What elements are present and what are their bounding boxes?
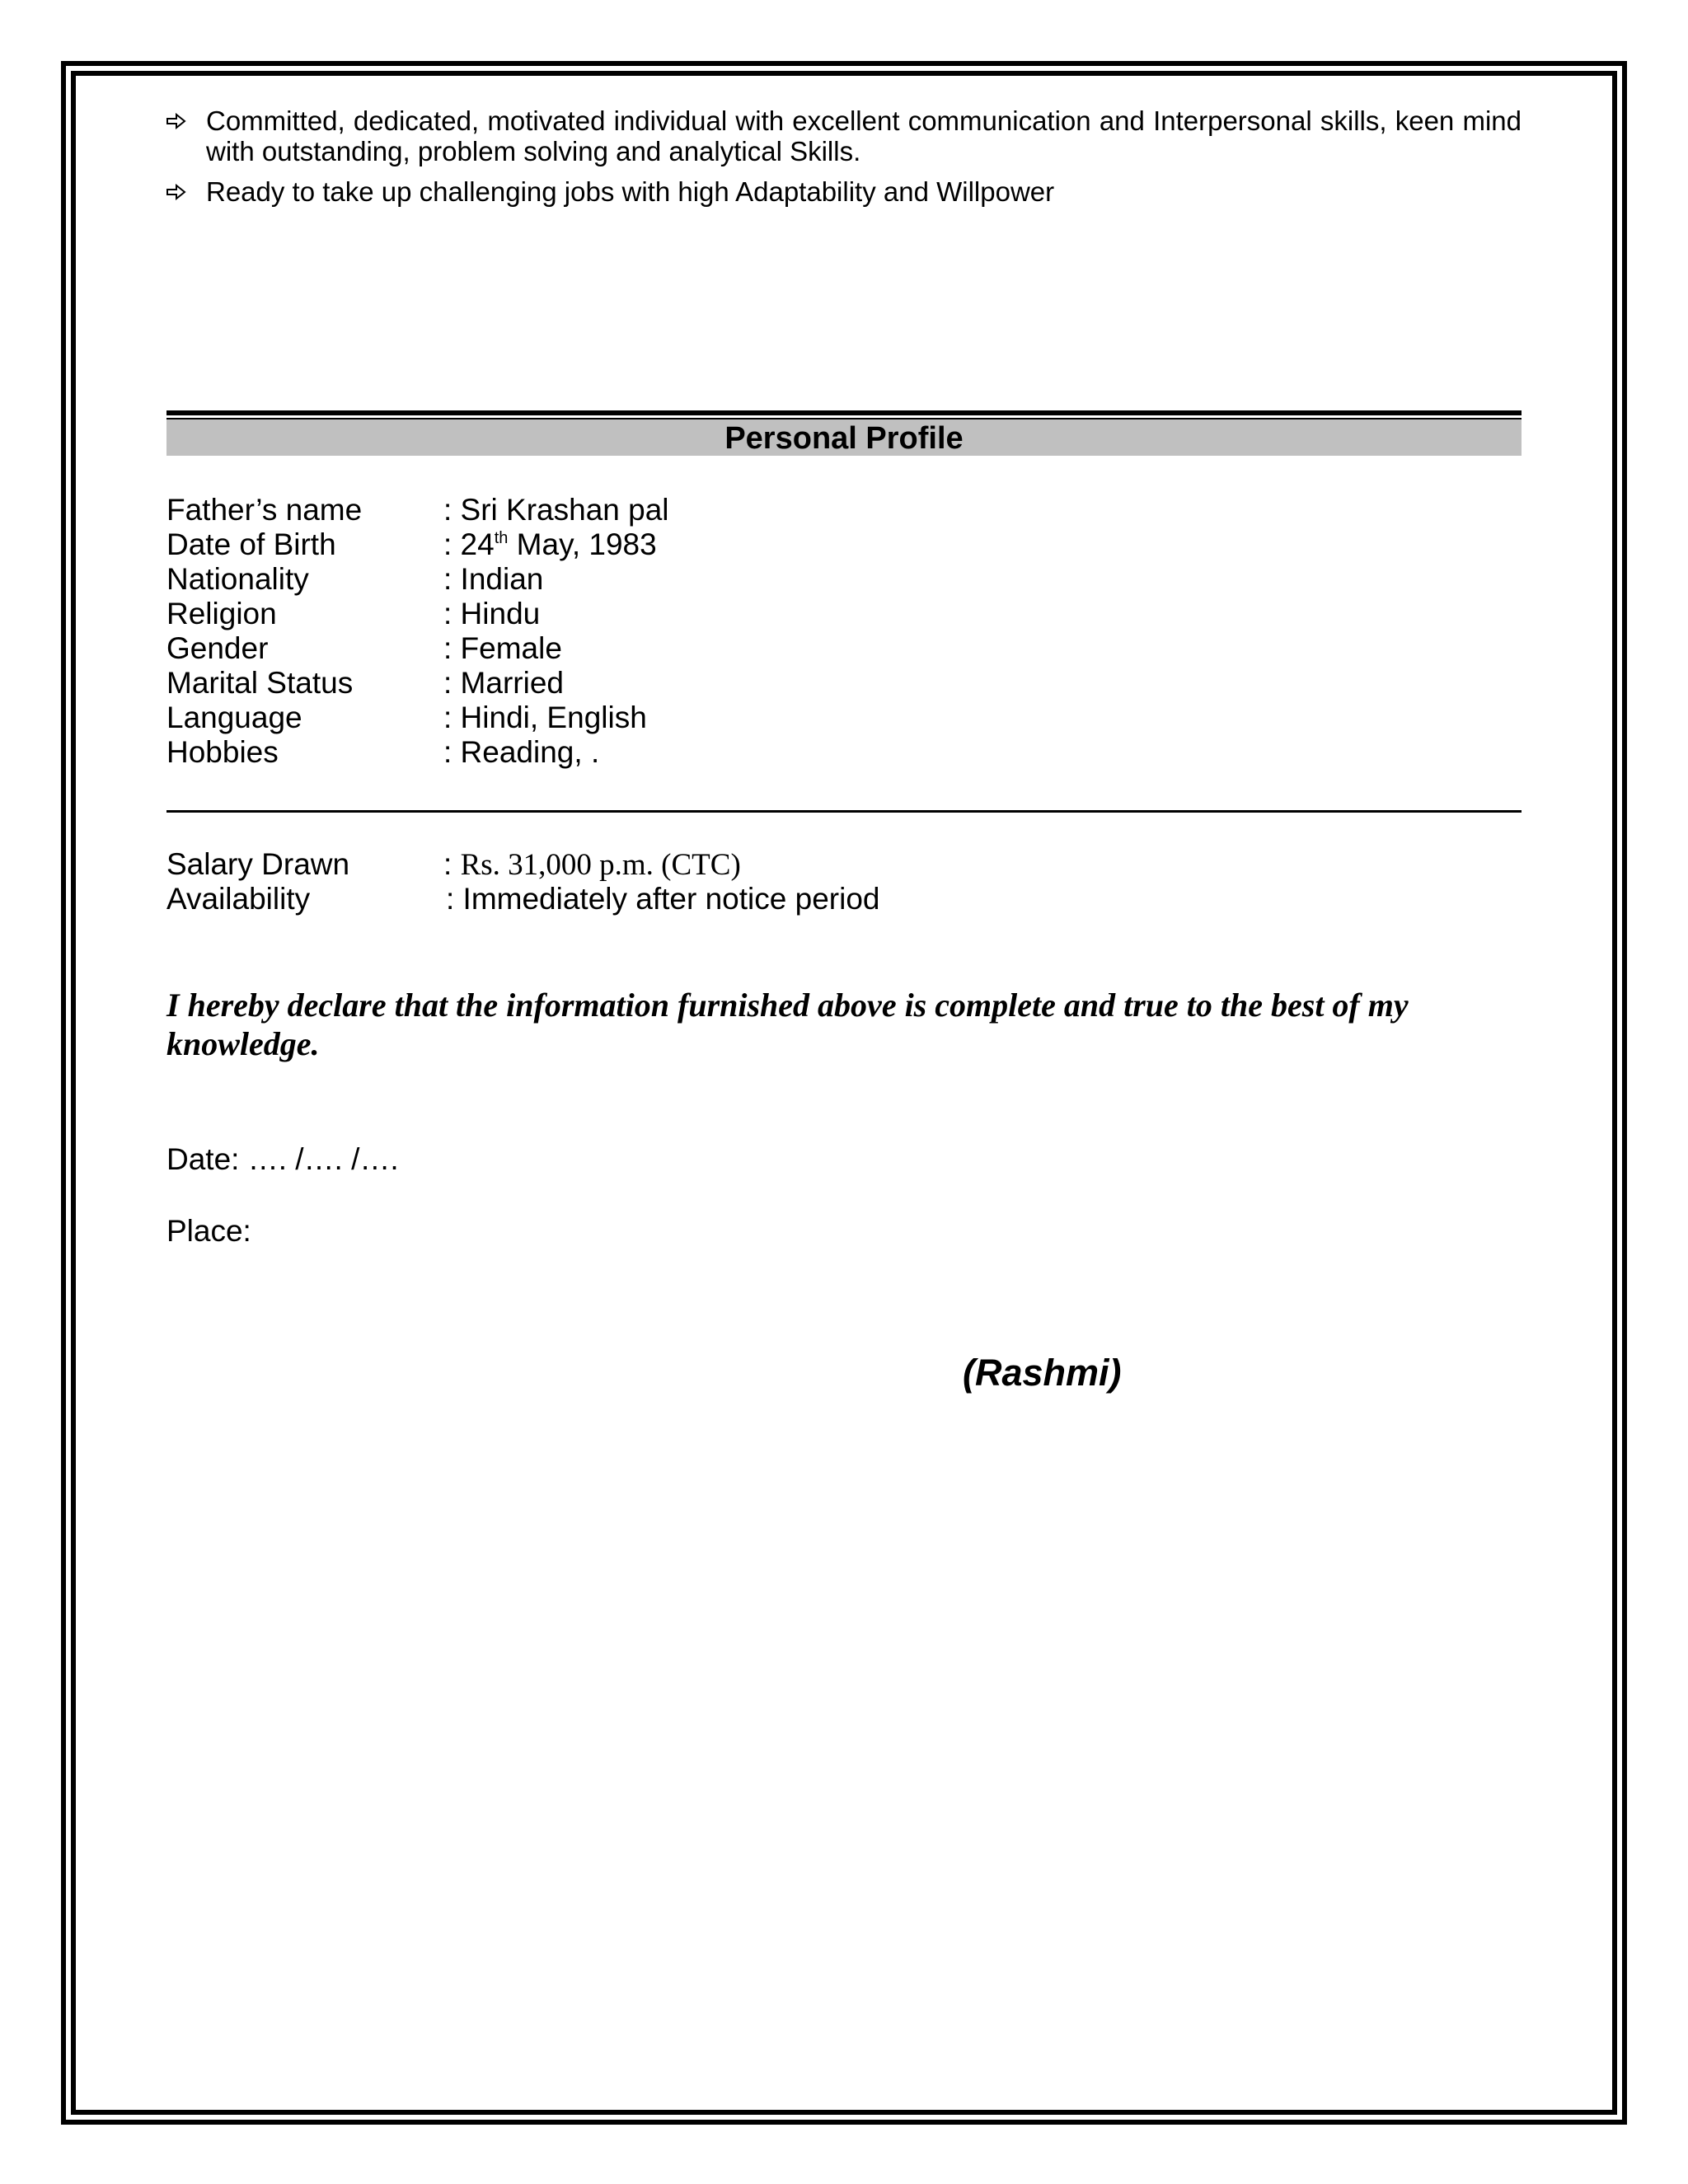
- detail-value: : Married: [443, 666, 564, 700]
- detail-row-language: [166, 701, 669, 735]
- detail-row-fathers-name: [166, 493, 669, 527]
- date-line: Date: …. /…. /….: [166, 1142, 399, 1176]
- detail-label: Nationality: [166, 562, 309, 596]
- list-item: [166, 176, 1522, 207]
- detail-label: Religion: [166, 597, 277, 630]
- detail-value: : Hindi, English: [443, 701, 647, 734]
- section-divider: [166, 810, 1522, 813]
- detail-row-marital-status: [166, 666, 669, 701]
- summary-list: [166, 105, 1522, 217]
- summary-text: Ready to take up challenging jobs with high Adaptability and Willpower: [206, 176, 1055, 207]
- detail-value: : Female: [443, 631, 562, 665]
- detail-value: : Sri Krashan pal: [443, 493, 669, 527]
- detail-label: Availability: [166, 882, 311, 916]
- place-line: Place:: [166, 1214, 251, 1248]
- detail-value: : Rs. 31,000 p.m. (CTC): [443, 847, 741, 882]
- detail-label: Hobbies: [166, 735, 279, 769]
- detail-value: : Indian: [443, 562, 544, 596]
- detail-label: Date of Birth: [166, 527, 336, 561]
- detail-value: : Reading, .: [443, 735, 600, 769]
- page-border-inner: [71, 71, 1617, 2115]
- detail-row-salary: [166, 847, 879, 882]
- detail-label: Language: [166, 701, 302, 734]
- detail-row-date-of-birth: [166, 527, 669, 562]
- detail-row-nationality: [166, 562, 669, 597]
- detail-row-gender: [166, 631, 669, 666]
- detail-row-religion: [166, 597, 669, 631]
- detail-label: Marital Status: [166, 666, 354, 700]
- signature-name: (Rashmi): [963, 1352, 1122, 1394]
- employment-details: [166, 847, 879, 916]
- declaration-text: I hereby declare that the information furnished above is complete and true to the best of my knowledge.: [166, 987, 1409, 1062]
- detail-row-availability: [166, 882, 879, 916]
- detail-value: : Immediately after notice period: [446, 882, 880, 916]
- section-title: Personal Profile: [166, 419, 1522, 456]
- right-arrow-outline-icon: [166, 113, 186, 129]
- detail-label: Salary Drawn: [166, 847, 350, 881]
- list-item: [166, 105, 1522, 166]
- personal-details: [166, 493, 669, 770]
- personal-profile-header: [166, 410, 1522, 456]
- detail-label: Gender: [166, 631, 269, 665]
- right-arrow-outline-icon: [166, 184, 186, 200]
- detail-row-hobbies: [166, 735, 669, 770]
- detail-value: : Hindu: [443, 597, 541, 630]
- detail-value: : 24th May, 1983: [443, 527, 657, 561]
- summary-text: Committed, dedicated, motivated individual with excellent communication and Interpersonal skills, keen mind with outstanding, problem solving and analytical Skills.: [206, 105, 1522, 166]
- detail-label: Father’s name: [166, 493, 363, 527]
